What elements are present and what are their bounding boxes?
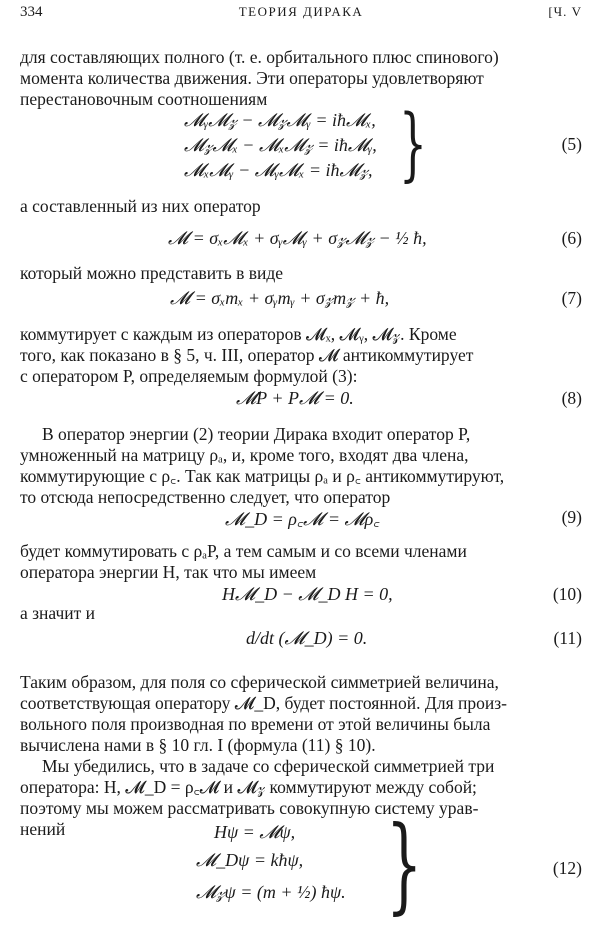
right-brace-icon: } [399, 97, 427, 190]
equation-number-8: (8) [561, 388, 582, 408]
right-brace-icon: } [386, 803, 423, 925]
equation-9: 𝓜_D = ρ꜀𝓜 = 𝓜ρ꜀ [225, 509, 380, 529]
paragraph-line: коммутирует с каждым из операторов 𝓜ₓ, 𝓜ᵧ, 𝓜𝓏. Кроме [20, 324, 457, 344]
paragraph-line: для составляющих полного (т. е. орбитального плюс спинового) [20, 47, 499, 67]
equation-11: d/dt (𝓜_D) = 0. [246, 628, 368, 648]
paragraph-line: который можно представить в виде [20, 263, 284, 283]
equation-6: 𝓜 = σₓ𝓜ₓ + σᵧ𝓜ᵧ + σ𝓏𝓜𝓏 − ½ ħ, [168, 228, 427, 248]
paragraph-line: поэтому мы можем рассматривать совокупную систему урав- [20, 798, 479, 818]
paragraph-line: Таким образом, для поля со сферической симметрией величина, [20, 672, 499, 692]
paragraph-line: соответствующая оператору 𝓜_D, будет постоянной. Для произ- [20, 693, 507, 713]
equation-7: 𝓜 = σₓmₓ + σᵧmᵧ + σ𝓏m𝓏 + ħ, [170, 288, 390, 308]
paragraph-line: умноженный на матрицу ρₐ, и, кроме того, входят два члена, [20, 445, 469, 465]
equation-number-7: (7) [561, 288, 582, 308]
equation-5c: 𝓜ₓ𝓜ᵧ − 𝓜ᵧ𝓜ₓ = iħ𝓜𝓏, [184, 160, 373, 180]
paragraph-line: вычислена нами в § 10 гл. I (формула (11) § 10). [20, 735, 376, 755]
paragraph-line: В оператор энергии (2) теории Дирака входит оператор P, [42, 424, 471, 444]
equation-12b: 𝓜_Dψ = kħψ, [196, 850, 304, 870]
equation-12c: 𝓜𝓏ψ = (m + ½) ħψ. [196, 882, 346, 902]
paragraph-line: Мы убедились, что в задаче со сферической симметрией три [42, 756, 495, 776]
equation-number-10: (10) [552, 584, 582, 604]
paragraph-line: того, как показано в § 5, ч. III, оператор 𝓜 антикоммутирует [20, 345, 474, 365]
paragraph-line: оператора: H, 𝓜_D = ρ꜀𝓜 и 𝓜𝓏 коммутируют между собой; [20, 777, 477, 797]
paragraph-line: нений [20, 819, 66, 839]
paragraph-line: перестановочным соотношениям [20, 89, 268, 109]
paragraph-line: вольного поля производная по времени от этой величины была [20, 714, 491, 734]
equation-10: H𝓜_D − 𝓜_D H = 0, [222, 584, 393, 604]
equation-8: 𝓜P + P𝓜 = 0. [236, 388, 354, 408]
paragraph-line: будет коммутировать с ρₐP, а тем самым и со всеми членами [20, 541, 467, 561]
paragraph-line: с оператором P, определяемым формулой (3): [20, 366, 358, 386]
equation-number-5: (5) [561, 134, 582, 154]
paragraph-line: оператора энергии H, так что мы имеем [20, 562, 317, 582]
paragraph-line: а составленный из них оператор [20, 196, 261, 216]
paragraph-line: момента количества движения. Эти операторы удовлетворяют [20, 68, 484, 88]
paragraph-line: то отсюда непосредственно следует, что оператор [20, 487, 391, 507]
equation-5b: 𝓜𝓏𝓜ₓ − 𝓜ₓ𝓜𝓏 = iħ𝓜ᵧ, [184, 135, 377, 155]
page-header [20, 4, 582, 24]
equation-5a: 𝓜ᵧ𝓜𝓏 − 𝓜𝓏𝓜ᵧ = iħ𝓜ₓ, [184, 110, 376, 130]
equation-number-9: (9) [561, 507, 582, 527]
page-number: 334 [20, 4, 43, 20]
running-title: ТЕОРИЯ ДИРАКА [238, 4, 364, 19]
paragraph-line: а значит и [20, 603, 96, 623]
equation-number-11: (11) [553, 628, 582, 648]
equation-number-6: (6) [561, 228, 582, 248]
chapter-label: [Ч. V [548, 4, 582, 19]
paragraph-line: коммутирующие с ρ꜀. Так как матрицы ρₐ и ρ꜀ антикоммутируют, [20, 466, 505, 486]
equation-number-12: (12) [552, 858, 582, 878]
equation-12a: Hψ = 𝓜ψ, [214, 822, 296, 842]
